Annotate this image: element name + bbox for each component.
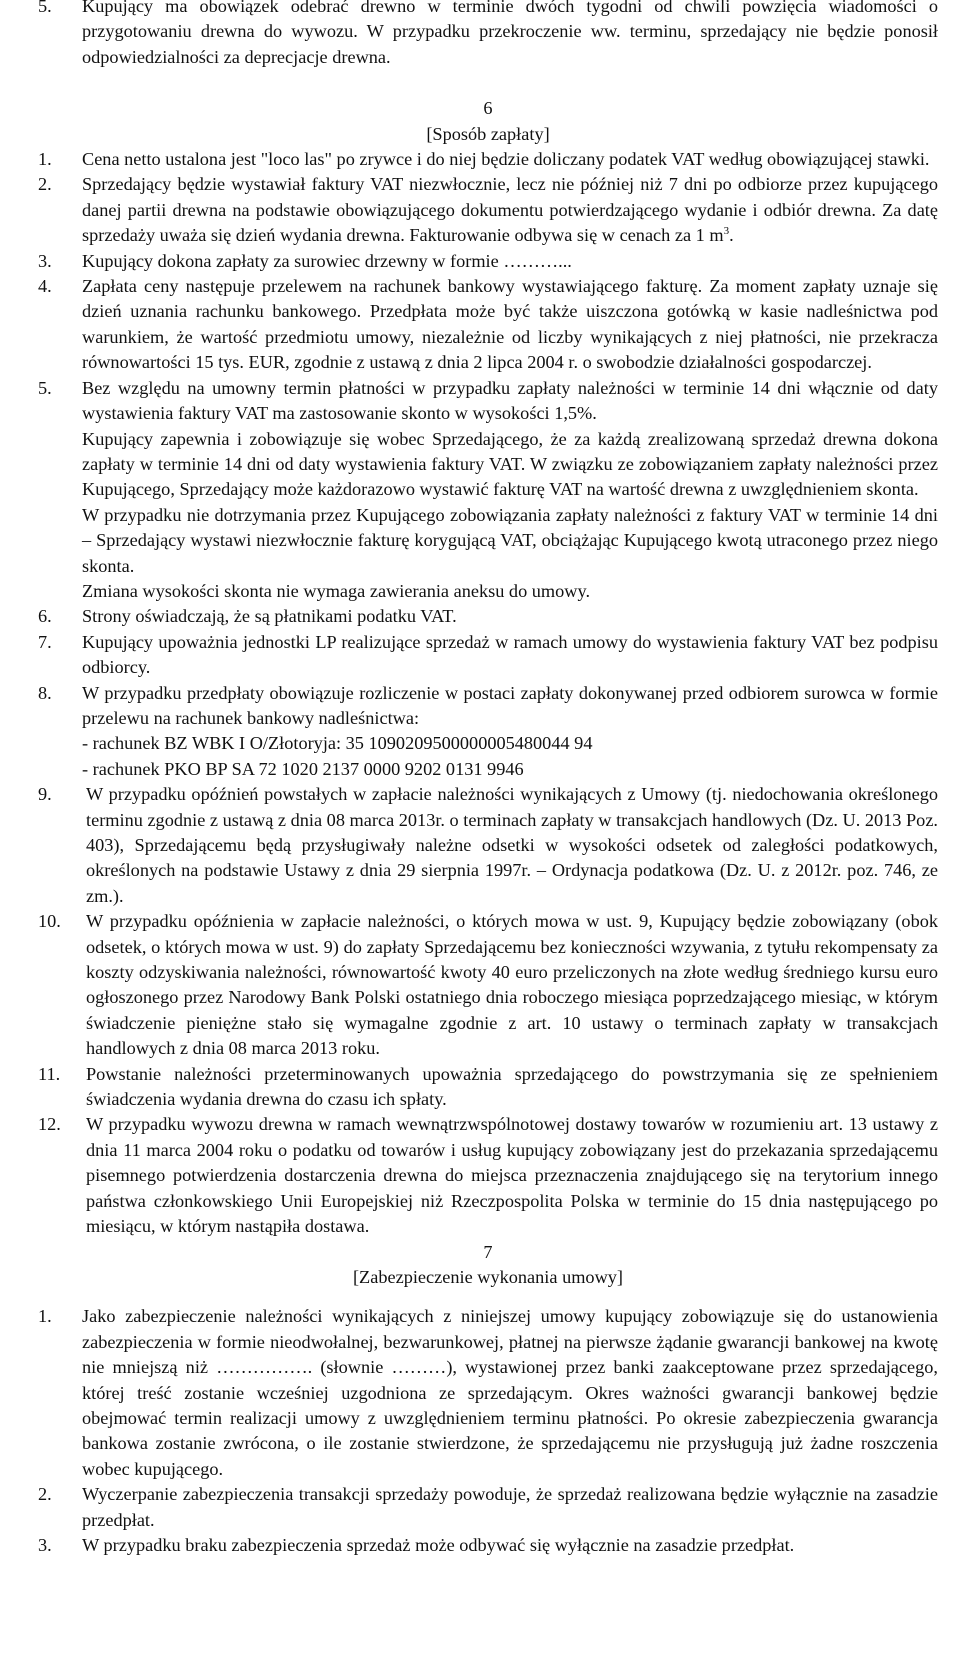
section-title: [Zabezpieczenie wykonania umowy] [352, 1266, 624, 1287]
item-number: 8. [38, 682, 52, 703]
item-number: 3. [38, 250, 52, 271]
list-item [38, 1304, 938, 1482]
item-paragraph: Kupujący zapewnia i zobowiązuje się wobec Sprzedającego, że za każdą zrealizowaną sprzedaż drewna dokona zapłaty w terminie 14 dni od daty wystawienia faktury VAT. W związku ze zobowiązaniem zapłaty należności przez Kupującego, Sprzedający może każdorazowo wystawić fakturę VAT na wartość drewna z uwzględnieniem skonta. [82, 428, 938, 500]
item-text: Kupujący ma obowiązek odebrać drewno w terminie dwóch tygodni od chwili powzięcia wiadomości o przygotowaniu drewna do wywozu. W przypadku przekroczenie ww. terminu, sprzedający nie będzie ponosił odpowiedzialności za deprecjacje drewna. [82, 0, 938, 67]
item-text: Bez względu na umowny termin płatności w przypadku zapłaty należności w terminie 14 dni włącznie od daty wystawienia faktury VAT ma zastosowanie skonto w wysokości 1,5%. [82, 377, 938, 424]
list-item [38, 1482, 938, 1533]
section-title: [Sposób zapłaty] [426, 123, 550, 144]
item-number: 9. [38, 784, 52, 805]
section-number: 6 [483, 98, 493, 119]
item-text: Cena netto ustalona jest "loco las" po zrywce i do niej będzie doliczany podatek VAT według obowiązującej stawki. [82, 149, 930, 170]
list-item [38, 1533, 938, 1558]
item-text: Powstanie należności przeterminowanych upoważnia sprzedającego do powstrzymania się ze spełnieniem świadczenia wydania drewna do czasu ich spłaty. [86, 1063, 938, 1110]
bank-account: - rachunek BZ WBK I O/Złotoryja: 35 1090209500000005480044 94 [82, 733, 593, 754]
list-item [38, 1112, 938, 1239]
item-number: 4. [38, 276, 52, 297]
item-number: 10. [38, 911, 61, 932]
item-number: 1. [38, 149, 52, 170]
item-text: Wyczerpanie zabezpieczenia transakcji sprzedaży powoduje, że sprzedaż realizowana będzie wyłącznie na zasadzie przedpłat. [82, 1484, 938, 1530]
item-text: W przypadku opóźnienia w zapłacie należności, o których mowa w ust. 9, Kupujący będzie zobowiązany (obok odsetek, o których mowa w ust. 9) do zapłaty Sprzedającemu bez konieczności wzywania, z tytułu rekompensaty za koszty odzyskiwania należności, równowartość kwoty 40 euro przeliczonych na złote według średniego kursu euro ogłoszonego przez Narodowy Bank Polski ostatniego dnia roboczego miesiąca poprzedzającego miesiąc, w którym świadczenie pieniężne stało się wymagalne zgodnie z art. 10 ustawy o terminach zapłaty w transakcjach handlowych z dnia 08 marca 2013 roku. [86, 911, 938, 1059]
list-item [38, 630, 938, 681]
item-text: W przypadku opóźnień powstałych w zapłacie należności wynikających z Umowy (tj. niedochowania określonego terminu zgodnie z ustawą z dnia 08 marca 2013r. o terminach zapłaty w transakcjach handlowych (Dz. U. 2013 Poz. 403), Sprzedającemu będą przysługiwały należne odsetki w wysokości odsetek od zaległości podatkowych, określonych na podstawie Ustawy z dnia 29 sierpnia 1997r. – Ordynacja podatkowa (Dz. U. z 2012r. poz. 746, ze zm.). [86, 784, 938, 906]
item-number: 11. [38, 1063, 61, 1084]
item-text: Zapłata ceny następuje przelewem na rachunek bankowy wystawiającego fakturę. Za moment zapłaty uznaje się dzień uznania rachunku bankowego. Przedpłata może być także uiszczona gotówką w kasie nadleśnictwa pod warunkiem, że wartość przedmiotu umowy, niezależnie od liczby wynikających z niej płatności, nie przekracza równowartości 15 tys. EUR, zgodnie z ustawą z dnia 2 lipca 2004 r. o swobodzie działalności gospodarczej. [82, 276, 938, 373]
item-text: W przypadku wywozu drewna w ramach wewnątrzwspólnotowej dostawy towarów w rozumieniu art. 13 ustawy z dnia 11 marca 2004 roku o podatku od towarów i usług kupujący zobowiązany jest do przekazania sprzedającemu pisemnego potwierdzenia dostarczenia drewna do miejsca przeznaczenia znajdującego się na terytorium innego państwa członkowskiego Unii Europejskiej niż Rzeczpospolita Polska w terminie do 15 dnia następującego po miesiącu, w którym nastąpiła dostawa. [86, 1114, 938, 1237]
list-item [38, 1062, 938, 1113]
list-item [38, 0, 938, 70]
item-paragraph: Zmiana wysokości skonta nie wymaga zawierania aneksu do umowy. [82, 580, 591, 601]
item-number: 12. [38, 1114, 61, 1135]
list-item [38, 909, 938, 1061]
item-text: W przypadku braku zabezpieczenia sprzedaż może odbywać się wyłącznie na zasadzie przedpłat. [82, 1534, 795, 1555]
bank-account: - rachunek PKO BP SA 72 1020 2137 0000 9202 0131 9946 [82, 758, 524, 779]
item-text: Kupujący upoważnia jednostki LP realizujące sprzedaż w ramach umowy do wystawienia faktury VAT bez podpisu odbiorcy. [82, 631, 938, 678]
list-item [38, 604, 938, 629]
section-number: 7 [483, 1241, 493, 1262]
item-text [82, 172, 938, 248]
item-number: 1. [38, 1306, 52, 1327]
item-number: 7. [38, 631, 52, 652]
list-item [38, 172, 938, 248]
item-text-tail: . [729, 225, 734, 246]
item-number: 3. [38, 1534, 52, 1555]
item-paragraph: W przypadku nie dotrzymania przez Kupującego zobowiązania zapłaty należności z faktury VAT w terminie 14 dni – Sprzedający wystawi niezwłocznie fakturę korygującą VAT, obciążając Kupującego kwotą utraconego przez niego skonta. [82, 504, 938, 576]
list-item [38, 147, 938, 172]
list-item [38, 376, 938, 427]
item-text: W przypadku przedpłaty obowiązuje rozliczenie w postaci zapłaty dokonywanej przed odbiorem surowca w formie przelewu na rachunek bankowy nadleśnictwa: [82, 682, 938, 728]
superscript: 3 [723, 225, 730, 238]
item-text-main: Sprzedający będzie wystawiał faktury VAT niezwłocznie, lecz nie później niż 7 dni po odbiorze przez kupującego danej partii drewna na podstawie obowiązującego dokumentu potwierdzającego wydanie i odbiór drewna. Za datę sprzedaży uważa się dzień wydania drewna. Fakturowanie odbywa się w cenach za 1 m [82, 174, 938, 246]
item-text: Strony oświadczają, że są płatnikami podatku VAT. [82, 606, 457, 627]
item-number: 5. [38, 0, 52, 16]
item-text: Jako zabezpieczenie należności wynikających z niniejszej umowy kupujący zobowiązuje się do ustanowienia zabezpieczenia w formie nieodwołalnej, bezwarunkowej, płatnej na pierwsze żądanie gwarancji bankowej na kwotę nie mniejszą niż ……………. (słownie ………), wystawionej przez banki zaakceptowane przez sprzedającego, której treść zostanie wcześniej uzgodniona ze sprzedającym. Okres ważności gwarancji bankowej będzie obejmować termin realizacji umowy z uwzględnieniem terminu płatności. Po okresie zabezpieczenia gwarancja bankowa zostanie zwrócona, o ile zostanie stwierdzone, że sprzedającemu nie przysługują już żadne roszczenia wobec kupującego. [82, 1306, 938, 1479]
item-number: 6. [38, 606, 52, 627]
item-number: 2. [38, 1484, 52, 1505]
list-item [38, 274, 938, 376]
item-number: 5. [38, 377, 52, 398]
item-text: Kupujący dokona zapłaty za surowiec drzewny w formie ………... [82, 250, 572, 271]
list-item [38, 782, 938, 909]
item-number: 2. [38, 174, 52, 195]
list-item [38, 249, 938, 274]
list-item [38, 681, 938, 732]
